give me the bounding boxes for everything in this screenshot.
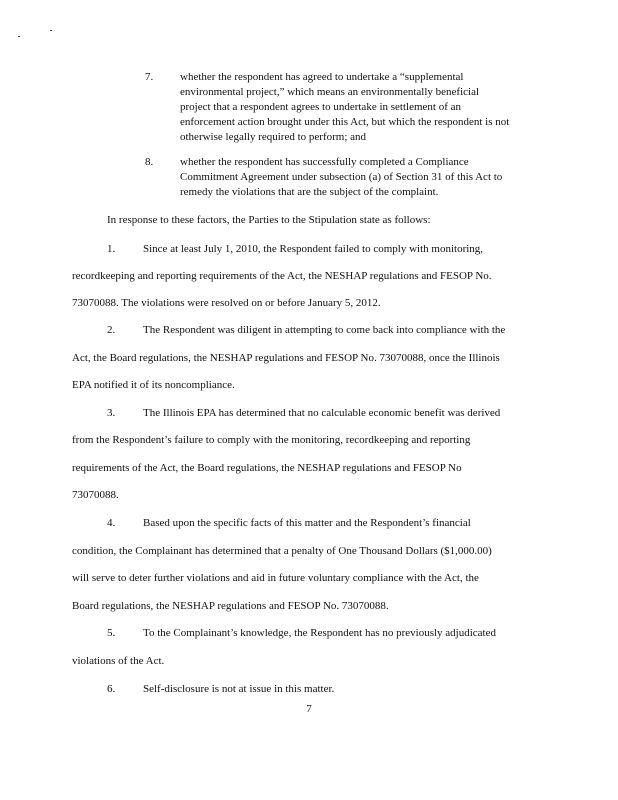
paragraph-line: requirements of the Act, the Board regulations, the NESHAP regulations and FESOP No (72, 462, 462, 474)
paragraph-line: Since at least July 1, 2010, the Respondent failed to comply with monitoring, (143, 243, 484, 255)
scan-speck (50, 30, 52, 31)
paragraph-line: violations of the Act. (72, 655, 165, 667)
paragraph-line: Act, the Board regulations, the NESHAP regulations and FESOP No. 73070088, once the Illinois (72, 352, 500, 364)
paragraph-line: Based upon the specific facts of this matter and the Respondent’s financial (143, 517, 471, 529)
paragraph-line: recordkeeping and reporting requirements of the Act, the NESHAP regulations and FESOP No. (72, 270, 492, 282)
factor-line: otherwise legally required to perform; and (180, 131, 367, 143)
paragraph-line: Board regulations, the NESHAP regulations and FESOP No. 73070088. (72, 600, 389, 612)
paragraph-number: 4. (107, 517, 116, 529)
paragraph-line: Self-disclosure is not at issue in this matter. (143, 683, 335, 695)
paragraph-number: 2. (107, 324, 116, 336)
factor-line: environmental project,” which means an environmentally beneficial (180, 86, 480, 98)
intro-sentence: In response to these factors, the Parties to the Stipulation state as follows: (107, 214, 431, 226)
paragraph-line: EPA notified it of its noncompliance. (72, 379, 235, 391)
factor-line: whether the respondent has successfully completed a Compliance (180, 156, 469, 168)
factor-number: 8. (145, 156, 154, 168)
paragraph-line: condition, the Complainant has determined that a penalty of One Thousand Dollars ($1,000.00) (72, 545, 492, 557)
paragraph-line: from the Respondent’s failure to comply with the monitoring, recordkeeping and reporting (72, 434, 471, 446)
paragraph-number: 1. (107, 243, 116, 255)
factor-line: enforcement action brought under this Act, but which the respondent is not (180, 116, 510, 128)
page-number: 7 (306, 703, 312, 715)
factor-number: 7. (145, 71, 154, 83)
factor-line: Commitment Agreement under subsection (a) of Section 31 of this Act to (180, 171, 503, 183)
paragraph-line: 73070088. (72, 489, 119, 501)
paragraph-line: The Illinois EPA has determined that no calculable economic benefit was derived (143, 407, 501, 419)
paragraph-number: 5. (107, 627, 116, 639)
factor-line: whether the respondent has agreed to undertake a “supplemental (180, 71, 464, 83)
paragraph-number: 3. (107, 407, 116, 419)
paragraph-number: 6. (107, 683, 116, 695)
factor-line: project that a respondent agrees to undertake in settlement of an (180, 101, 462, 113)
paragraph-line: will serve to deter further violations and aid in future voluntary compliance with the Act, the (72, 572, 479, 584)
paragraph-line: 73070088. The violations were resolved on or before January 5, 2012. (72, 297, 381, 309)
paragraph-line: To the Complainant’s knowledge, the Respondent has no previously adjudicated (143, 627, 496, 639)
scan-speck (18, 36, 20, 37)
paragraph-line: The Respondent was diligent in attempting to come back into compliance with the (143, 324, 506, 336)
factor-line: remedy the violations that are the subject of the complaint. (180, 186, 439, 198)
